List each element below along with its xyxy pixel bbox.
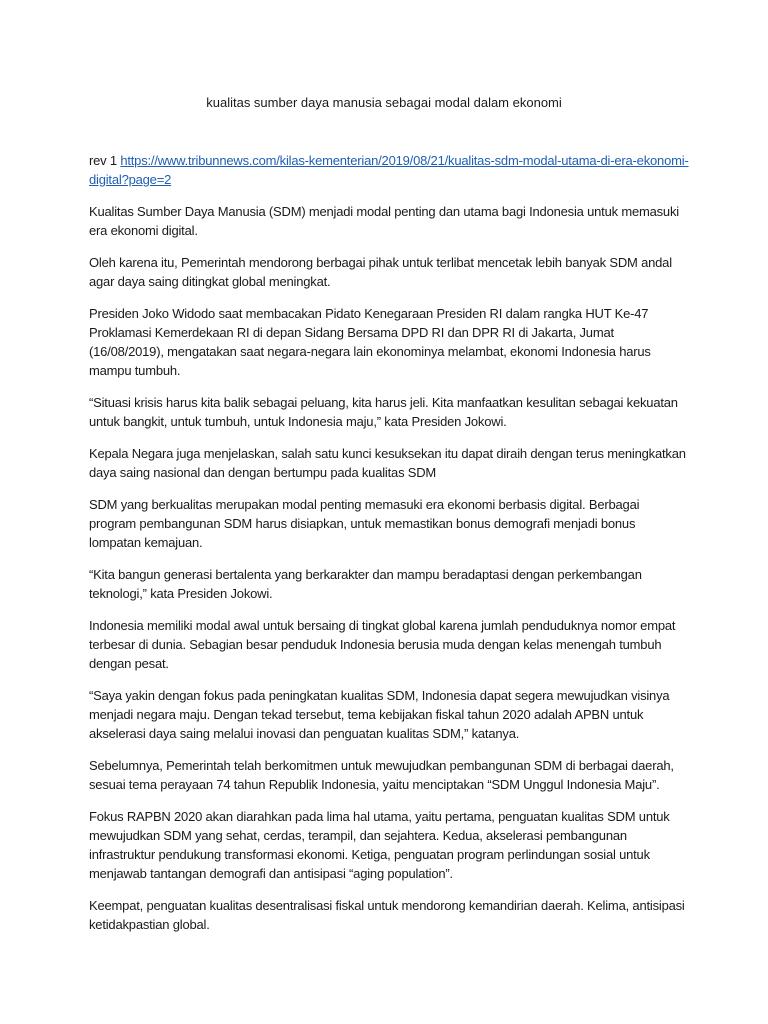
paragraph-9: “Saya yakin dengan fokus pada peningkatan kualitas SDM, Indonesia dapat segera mewujudkan visinya menjadi negara maju. Dengan tekad tersebut, tema kebijakan fiskal tahun 2020 adalah APBN untuk akselerasi daya saing melalui inovasi dan penguatan kualitas SDM,” katanya. <box>89 688 670 741</box>
paragraph-10: Sebelumnya, Pemerintah telah berkomitmen untuk mewujudkan pembangunan SDM di berbagai daerah, sesuai tema perayaan 74 tahun Republik Indonesia, yaitu menciptakan “SDM Unggul Indonesia Maju”. <box>89 758 674 792</box>
source-link[interactable]: https://www.tribunnews.com/kilas-kementerian/2019/08/21/kualitas-sdm-modal-utama-di-era-ekonomi-digital?page=2 <box>89 153 689 187</box>
paragraph-5: Kepala Negara juga menjelaskan, salah satu kunci kesuksekan itu dapat diraih dengan terus meningkatkan daya saing nasional dan dengan bertumpu pada kualitas SDM <box>89 446 686 480</box>
paragraph-6: SDM yang berkualitas merupakan modal penting memasuki era ekonomi berbasis digital. Berbagai program pembangunan SDM harus disiapkan, untuk memastikan bonus demografi menjadi bonus lompatan kemajuan. <box>89 497 640 550</box>
document-body <box>89 151 689 947</box>
paragraph-11: Fokus RAPBN 2020 akan diarahkan pada lima hal utama, yaitu pertama, penguatan kualitas SDM untuk mewujudkan SDM yang sehat, cerdas, terampil, dan sejahtera. Kedua, akselerasi pembangunan infrastruktur pendukung transformasi ekonomi. Ketiga, penguatan program perlindungan sosial untuk menjawab tantangan demografi dan antisipasi “aging population”. <box>89 809 670 881</box>
document-title: kualitas sumber daya manusia sebagai modal dalam ekonomi <box>206 95 562 110</box>
paragraph-2: Oleh karena itu, Pemerintah mendorong berbagai pihak untuk terlibat mencetak lebih banyak SDM andal agar daya saing ditingkat global meningkat. <box>89 255 672 289</box>
paragraph-8: Indonesia memiliki modal awal untuk bersaing di tingkat global karena jumlah penduduknya nomor empat terbesar di dunia. Sebagian besar penduduk Indonesia berusia muda dengan kelas menengah tumbuh dengan pesat. <box>89 618 676 671</box>
paragraph-12: Keempat, penguatan kualitas desentralisasi fiskal untuk mendorong kemandirian daerah. Kelima, antisipasi ketidakpastian global. <box>89 898 685 932</box>
paragraph-4: “Situasi krisis harus kita balik sebagai peluang, kita harus jeli. Kita manfaatkan kesulitan sebagai kekuatan untuk bangkit, untuk tumbuh, untuk Indonesia maju,” kata Presiden Jokowi. <box>89 395 678 429</box>
paragraph-3: Presiden Joko Widodo saat membacakan Pidato Kenegaraan Presiden RI dalam rangka HUT Ke-47 Proklamasi Kemerdekaan RI di depan Sidang Bersama DPD RI dan DPR RI di Jakarta, Jumat (16/08/2019), mengatakan saat negara-negara lain ekonominya melambat, ekonomi Indonesia harus mampu tumbuh. <box>89 306 651 378</box>
revision-line <box>89 151 689 189</box>
revision-label: rev 1 <box>89 153 117 168</box>
paragraph-7: “Kita bangun generasi bertalenta yang berkarakter dan mampu beradaptasi dengan perkembangan teknologi,” kata Presiden Jokowi. <box>89 567 642 601</box>
paragraph-1: Kualitas Sumber Daya Manusia (SDM) menjadi modal penting dan utama bagi Indonesia untuk memasuki era ekonomi digital. <box>89 204 679 238</box>
